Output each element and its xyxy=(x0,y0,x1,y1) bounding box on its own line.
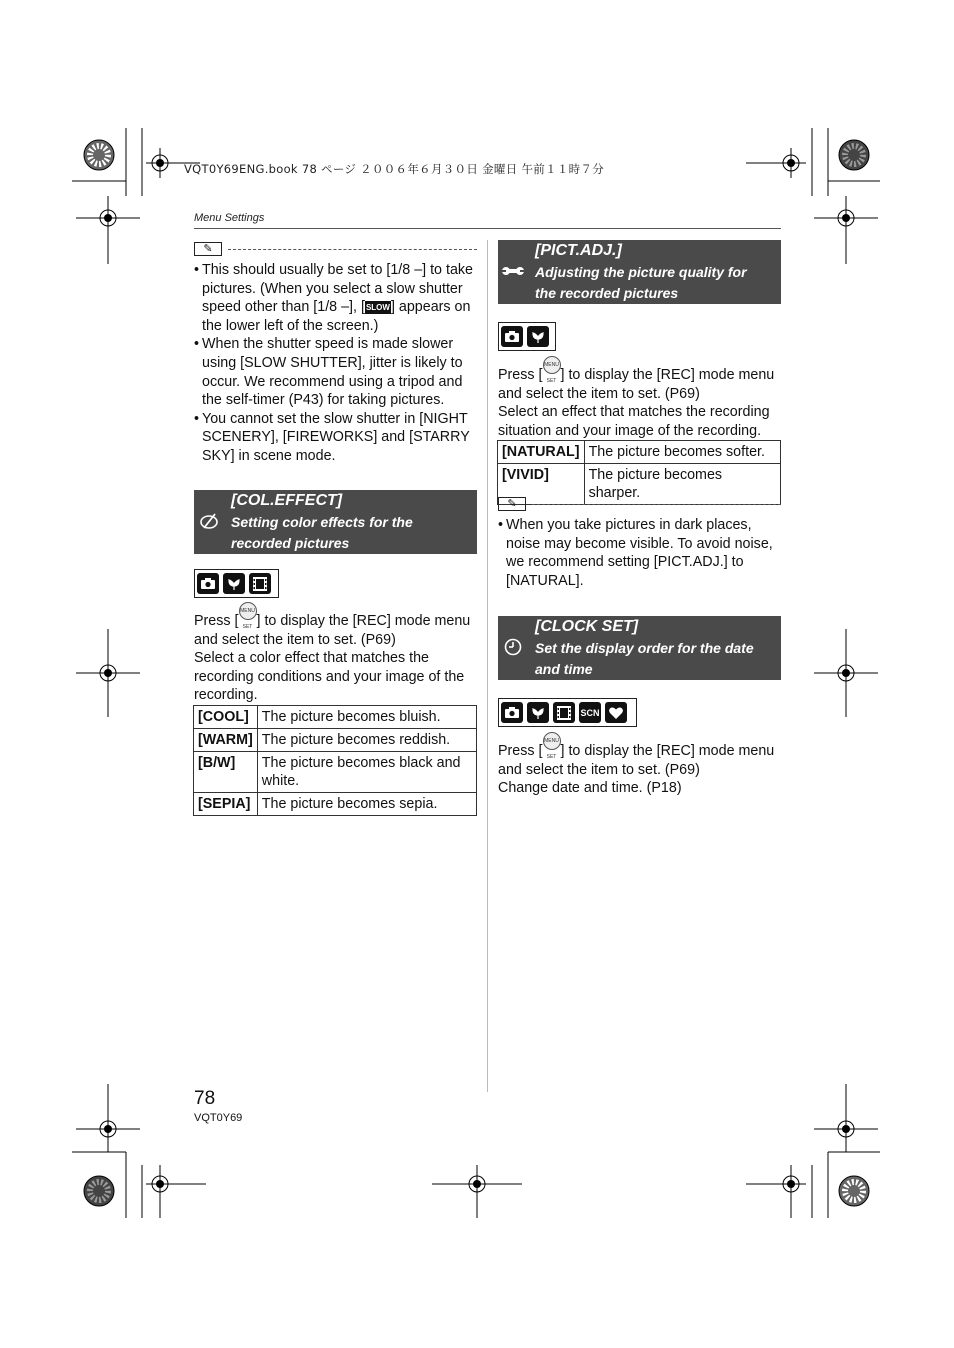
print-header: VQT0Y69ENG.book 78 ページ ２００６年６月３０日 金曜日 午前１１時７分 xyxy=(184,162,605,176)
pict-adj-body: Select an effect that matches the recording situation and your image of the recording. xyxy=(498,404,770,439)
camera-icon xyxy=(501,326,523,347)
camera-icon xyxy=(197,573,219,594)
dashed-divider xyxy=(532,504,781,505)
note-list xyxy=(194,261,477,466)
pict-adj-title: [PICT.ADJ.] xyxy=(535,242,622,259)
pict-adj-title-bar xyxy=(498,240,781,304)
note-item: • When the shutter speed is made slower using [SLOW SHUTTER], jitter is likely to occur. We recommend using a tripod and the self-timer (P43) for taking pictures. xyxy=(194,335,477,409)
camera-icon xyxy=(501,702,523,723)
clock-set-subtitle: Set the display order for the date and time xyxy=(535,640,754,677)
col-effect-mode-icons xyxy=(194,569,279,598)
note-item: • When you take pictures in dark places, noise may become visible. To avoid noise, we recommend setting [PICT.ADJ.] to [NATURAL]. xyxy=(498,516,781,590)
col-effect-title: [COL.EFFECT] xyxy=(231,492,343,509)
clock-set-mode-icons xyxy=(498,698,637,727)
note-pencil-icon: ✎ xyxy=(194,242,222,256)
scene-icon: SCN xyxy=(579,702,601,723)
menu-set-button-icon: MENU SET xyxy=(239,602,257,620)
table-row: [COOL] The picture becomes bluish. xyxy=(194,706,477,729)
col-effect-body: Select a color effect that matches the recording conditions and your image of the recording. xyxy=(194,650,465,704)
col-effect-options-table xyxy=(193,705,477,816)
clock-set-title: [CLOCK SET] xyxy=(535,618,639,635)
table-row: [WARM] The picture becomes reddish. xyxy=(194,729,477,752)
palette-icon xyxy=(198,512,220,530)
menu-set-button-icon: MENU SET xyxy=(543,732,561,750)
clock-set-instructions: Press [MENU SET ] to display the [REC] mode menu and select the item to set. (P69) Change date and time. (P18) xyxy=(498,732,781,798)
note-list xyxy=(498,516,781,590)
clock-set-body: Change date and time. (P18) xyxy=(498,780,682,797)
menu-set-button-icon: MENU SET xyxy=(543,356,561,374)
macro-icon xyxy=(223,573,245,594)
right-note xyxy=(498,496,781,590)
table-row: [NATURAL] The picture becomes softer. xyxy=(498,441,781,464)
macro-icon xyxy=(527,702,549,723)
note-header xyxy=(498,496,781,512)
section-label: Menu Settings xyxy=(194,212,265,224)
clock-icon xyxy=(502,638,524,656)
heart-icon xyxy=(605,702,627,723)
pict-adj-instructions: Press [MENU SET ] to display the [REC] mode menu and select the item to set. (P69) Select an effect that matches the recording situation and your image of the recording. xyxy=(498,356,781,440)
pict-adj-subtitle: Adjusting the picture quality for the recorded pictures xyxy=(535,264,747,301)
clock-set-title-bar xyxy=(498,616,781,680)
table-row: [VIVID] The picture becomes sharper. xyxy=(498,464,781,505)
macro-icon xyxy=(527,326,549,347)
page-number: 78 xyxy=(194,1088,216,1109)
col-effect-title-bar xyxy=(194,490,477,554)
note-pencil-icon: ✎ xyxy=(498,497,526,511)
wrench-icon xyxy=(502,262,524,280)
note-item: • This should usually be set to [1/8 –] to take pictures. (When you select a slow shutter speed other than [1/8 –], [SLOW] appears on the lower left of the screen.) xyxy=(194,261,477,335)
col-effect-instructions: Press [MENU SET ] to display the [REC] mode menu and select the item to set. (P69) Select a color effect that matches the recording conditions and your image of the recording. xyxy=(194,602,477,705)
movie-icon xyxy=(553,702,575,723)
left-note xyxy=(194,241,477,466)
table-row: [SEPIA] The picture becomes sepia. xyxy=(194,793,477,816)
col-effect-subtitle: Setting color effects for the recorded pictures xyxy=(231,514,413,551)
column-divider xyxy=(487,240,488,1092)
note-header xyxy=(194,241,477,257)
document-code: VQT0Y69 xyxy=(194,1112,243,1124)
slow-shutter-icon: SLOW xyxy=(365,303,390,313)
header-rule xyxy=(194,228,781,229)
table-row: [B/W] The picture becomes black and white. xyxy=(194,752,477,793)
dashed-divider xyxy=(228,249,477,250)
pict-adj-mode-icons xyxy=(498,322,556,351)
movie-icon xyxy=(249,573,271,594)
note-item: • You cannot set the slow shutter in [NIGHT SCENERY], [FIREWORKS] and [STARRY SKY] in scene mode. xyxy=(194,410,477,466)
